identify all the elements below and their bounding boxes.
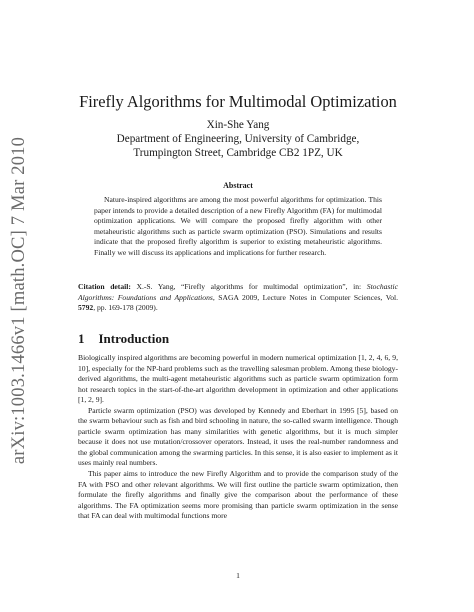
introduction-paragraph-1: Biologically inspired algorithms are becoming powerful in modern numerical optimization [1, 2, 4, 6, 9, 10], especially for the NP-hard problems such as the travelling salesman problem. Among these biology-derived algorithms, the multi-agent metaheuristic algorithms such as particle swarm optimization form hot research topics in the start-of-the-art algorithm development in optimization and other applications [1, 2, 9]. <box>78 353 398 405</box>
arxiv-identifier-stamp <box>2 120 38 480</box>
abstract-heading: Abstract <box>223 181 253 190</box>
page-number: 1 <box>236 571 240 580</box>
citation-detail <box>78 282 398 314</box>
author-affiliation-line-1: Department of Engineering, University of Cambridge, <box>116 133 360 145</box>
paper-title: Firefly Algorithms for Multimodal Optimization <box>79 92 397 111</box>
section-title: Introduction <box>98 331 170 346</box>
citation-book-title: Stochastic Algorithms: Foundations and Applications <box>78 282 398 302</box>
citation-text-part-3: , pp. 169-178 (2009). <box>93 303 158 313</box>
citation-volume: 5792 <box>78 303 94 313</box>
citation-label: Citation detail: <box>78 282 131 291</box>
citation-text-part-1: X.-S. Yang, “Firefly algorithms for multimodal optimization”, in: <box>130 282 367 291</box>
citation-text-part-2: , SAGA 2009, Lecture Notes in Computer Sciences, Vol. <box>212 292 399 302</box>
author-block <box>78 118 398 160</box>
introduction-body <box>78 353 398 522</box>
introduction-paragraph-3: This paper aims to introduce the new Firefly Algorithm and to provide the comparison study of the FA with PSO and other relevant algorithms. We will first outline the particle swarm optimization, then formulate the firefly algorithms and finally give the comparison about the performance of these algorithms. The FA optimization seems more promising than particle swarm optimization in the sense that FA can deal with multimodal functions more <box>78 469 398 521</box>
abstract-text: Nature-inspired algorithms are among the most powerful algorithms for optimization. This paper intends to provide a detailed description of a new Firefly Algorithm (FA) for multimodal optimization applications. We will compare the proposed firefly algorithm with other metaheuristic algorithms such as particle swarm optimization (PSO). Simulations and results indicate that the proposed firefly algorithm is superior to existing metaheuristic algorithms. Finally we will discuss its applications and implications for further research. <box>94 195 382 257</box>
introduction-paragraph-2: Particle swarm optimization (PSO) was developed by Kennedy and Eberhart in 1995 [5], based on the swarm behaviour such as fish and bird schooling in nature, the so-called swarm intelligence. Though particle swarm optimization has many similarities with genetic algorithms, but it is much simpler because it does not use mutation/crossover operators. Instead, it uses the real-number randomness and the global communication among the swarming particles. In this sense, it is also easier to implement as it uses mainly real numbers. <box>78 405 398 468</box>
author-affiliation-line-2: Trumpington Street, Cambridge CB2 1PZ, UK <box>133 147 343 159</box>
arxiv-identifier-text: arXiv:1003.1466v1 [math.OC] 7 Mar 2010 <box>9 136 30 464</box>
section-heading-introduction <box>78 331 398 347</box>
section-number: 1 <box>78 331 85 346</box>
author-name: Xin-She Yang <box>206 119 270 131</box>
